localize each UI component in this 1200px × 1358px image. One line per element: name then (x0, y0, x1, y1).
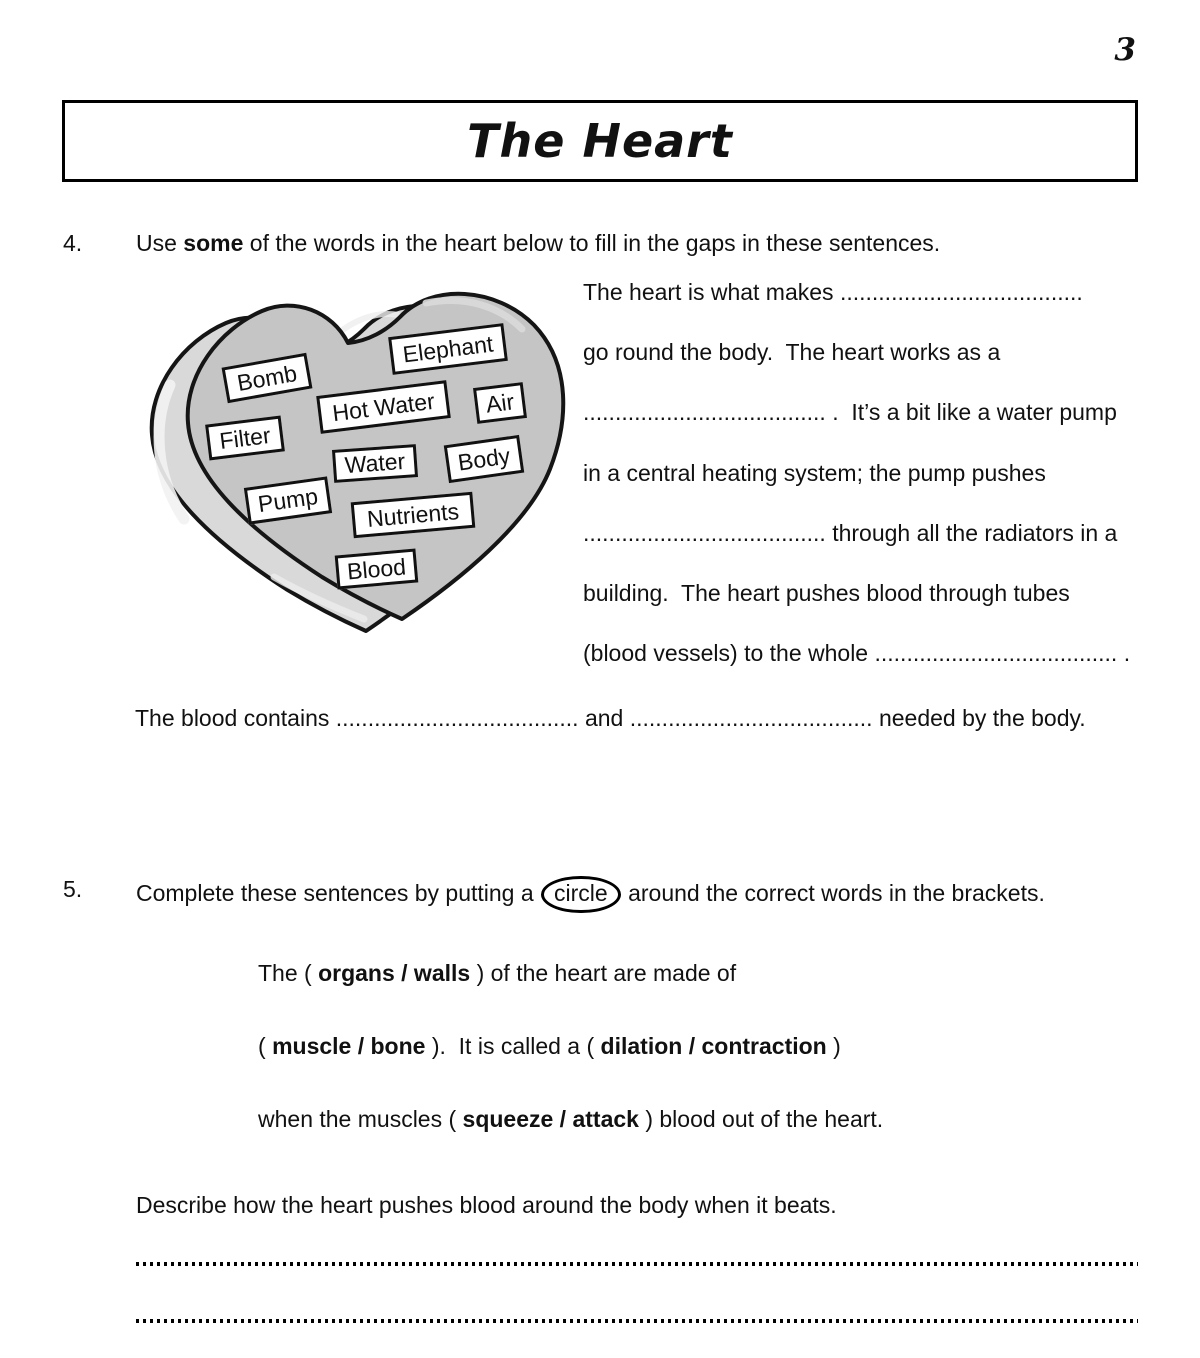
heart-word-label: Filter (217, 421, 272, 454)
question-4-number: 4. (63, 230, 83, 256)
q5-prompt-pre: Complete these sentences by putting a (136, 880, 541, 906)
heart-figure (126, 281, 586, 647)
circled-word: circle (541, 876, 621, 913)
q5-s1-choice: organs / walls (318, 960, 471, 986)
q5-s1-post: ) of the heart are made of (470, 960, 737, 986)
heart-word-label: Blood (346, 552, 407, 585)
heart-word-label: Air (484, 387, 516, 418)
q5-s2-post: ) (826, 1033, 841, 1059)
answer-line-1 (136, 1262, 1138, 1266)
q4-prompt-pre: Use (136, 230, 184, 256)
heart-word-air (473, 382, 527, 424)
question-4-prompt (136, 230, 940, 257)
heart-word-label: Hot Water (330, 387, 436, 426)
heart-word-label: Pump (256, 482, 320, 518)
q5-s2-pre: ( (258, 1033, 273, 1059)
q5-s2-mid: ). It is called a ( (425, 1033, 601, 1059)
heart-word-blood (335, 549, 419, 590)
q5-prompt-post: around the correct words in the brackets. (621, 880, 1045, 906)
title-box (62, 100, 1138, 182)
heart-word-label: Water (343, 447, 407, 479)
q5-s3-pre: when the muscles ( (258, 1106, 463, 1132)
passage-line: The heart is what makes ...................................... (583, 279, 1083, 305)
q5-sentence-1 (258, 960, 736, 987)
question-5-prompt (136, 876, 1045, 913)
q5-sentence-3 (258, 1106, 883, 1133)
gap-fill-passage (583, 262, 1130, 683)
describe-prompt: Describe how the heart pushes blood around the body when it beats. (136, 1192, 837, 1218)
heart-word-water (332, 444, 418, 483)
page-number: 3 (1114, 32, 1136, 68)
q5-sentence-2 (258, 1033, 841, 1060)
passage-line: in a central heating system; the pump pushes (583, 459, 1046, 486)
q4-prompt-bold: some (183, 230, 244, 256)
passage-line: ...................................... . It’s a bit like a water pump (583, 399, 1117, 426)
q5-s2-choice-2: dilation / contraction (600, 1033, 827, 1059)
question-5-number: 5. (63, 876, 83, 902)
heart-word-label: Body (456, 441, 512, 476)
heart-word-label: Elephant (401, 330, 495, 367)
q5-s1-pre: The ( (258, 960, 319, 986)
passage-line: go round the body. The heart works as a (583, 339, 1001, 366)
passage-line: (blood vessels) to the whole ...................................... . (583, 640, 1131, 667)
q5-s3-choice: squeeze / attack (462, 1106, 639, 1132)
q5-s3-post: ) blood out of the heart. (638, 1106, 884, 1132)
q5-s2-choice-1: muscle / bone (272, 1033, 426, 1059)
q4-prompt-post: of the words in the heart below to fill in the gaps in these sentences. (243, 230, 941, 256)
passage-line: ...................................... through all the radiators in a (583, 519, 1118, 546)
heart-word-label: Nutrients (365, 497, 460, 532)
passage-line: building. The heart pushes blood through tubes (583, 580, 1070, 607)
answer-line-2 (136, 1319, 1138, 1323)
blood-contains-line: The blood contains ...................................... and ...................................... needed by the body. (135, 705, 1086, 731)
page-title: The Heart (467, 114, 733, 168)
heart-word-label: Bomb (235, 359, 299, 396)
